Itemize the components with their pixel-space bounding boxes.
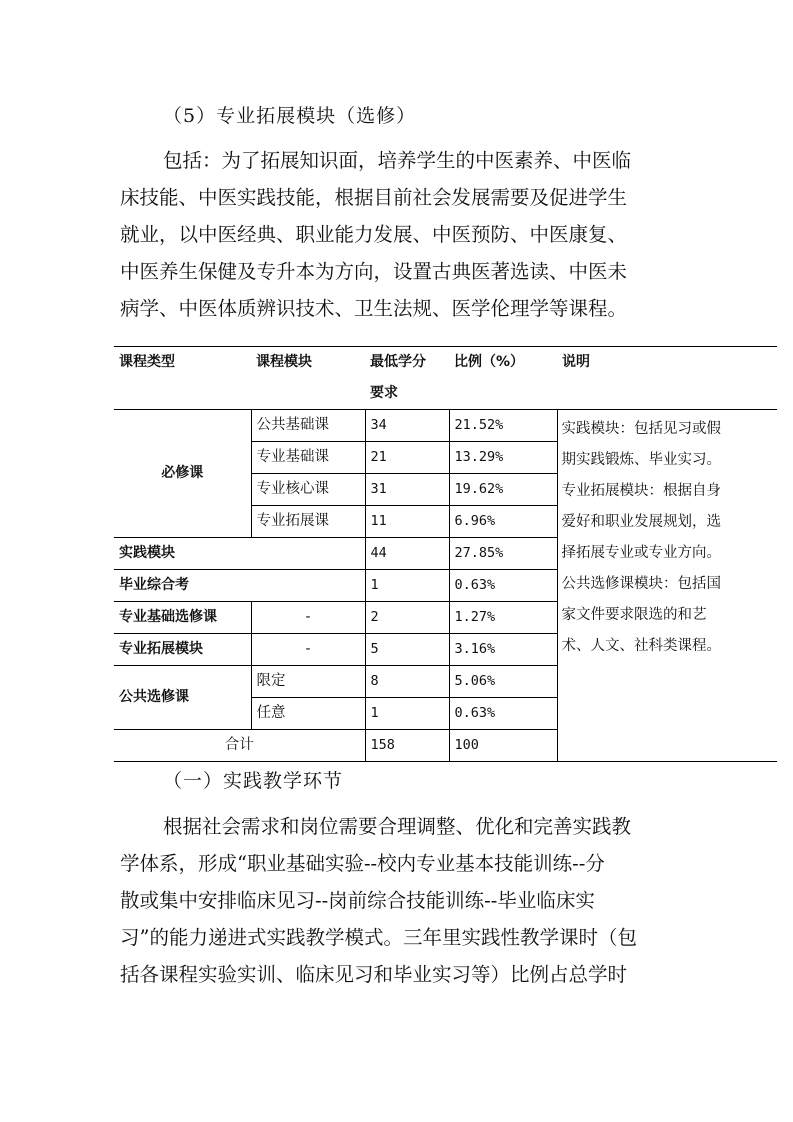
basic-elective-label: 专业基础选修课 bbox=[114, 602, 251, 634]
module-cell: 专业拓展课 bbox=[251, 506, 365, 538]
practice-teaching-heading: （一）实践教学环节 bbox=[163, 770, 344, 792]
note-line: 实践模块：包括见习或假 bbox=[561, 421, 721, 437]
ratio-cell: 3.16% bbox=[449, 634, 557, 666]
intro-line: 包括：为了拓展知识面，培养学生的中医素养、中医临 bbox=[163, 149, 632, 172]
header-min-credit-line1: 最低学分 bbox=[370, 354, 426, 370]
intro-line: 就业，以中医经典、职业能力发展、中医预防、中医康复、 bbox=[120, 223, 628, 246]
public-elective-label: 公共选修课 bbox=[114, 666, 251, 730]
note-line: 期实践锻炼、毕业实习。 bbox=[561, 452, 721, 468]
note-line: 公共选修课模块：包括国 bbox=[561, 576, 721, 592]
note-cell bbox=[557, 410, 777, 762]
credit-cell: 1 bbox=[365, 570, 449, 602]
credit-cell: 2 bbox=[365, 602, 449, 634]
module-cell: 专业核心课 bbox=[251, 474, 365, 506]
total-credit: 158 bbox=[365, 730, 449, 762]
section-heading-5: （5）专业拓展模块（选修） bbox=[163, 105, 417, 127]
practice-line: 括各课程实验实训、临床见习和毕业实习等）比例占总学时 bbox=[120, 963, 628, 986]
module-cell: - bbox=[251, 602, 365, 634]
intro-line: 中医养生保健及专升本为方向，设置古典医著选读、中医未 bbox=[120, 260, 628, 283]
credit-cell: 44 bbox=[365, 538, 449, 570]
total-label: 合计 bbox=[114, 730, 365, 762]
total-ratio: 100 bbox=[449, 730, 557, 762]
header-module: 课程模块 bbox=[251, 347, 365, 410]
credit-cell: 34 bbox=[365, 410, 449, 442]
ratio-cell: 0.63% bbox=[449, 570, 557, 602]
credit-cell: 5 bbox=[365, 634, 449, 666]
module-cell: 公共基础课 bbox=[251, 410, 365, 442]
practice-paragraph bbox=[120, 808, 680, 993]
module-cell: 任意 bbox=[251, 698, 365, 730]
intro-line: 病学、中医体质辨识技术、卫生法规、医学伦理学等课程。 bbox=[120, 297, 628, 320]
credit-cell: 1 bbox=[365, 698, 449, 730]
module-cell: 限定 bbox=[251, 666, 365, 698]
practice-module-label: 实践模块 bbox=[114, 538, 365, 570]
header-ratio: 比例（%） bbox=[449, 347, 557, 410]
ratio-cell: 19.62% bbox=[449, 474, 557, 506]
note-line: 择拓展专业或专业方向。 bbox=[561, 545, 721, 561]
intro-line: 床技能、中医实践技能，根据目前社会发展需要及促进学生 bbox=[120, 186, 628, 209]
required-course-label: 必修课 bbox=[114, 410, 251, 538]
practice-line: 学体系，形成“职业基础实验--校内专业基本技能训练--分 bbox=[120, 852, 605, 875]
ratio-cell: 21.52% bbox=[449, 410, 557, 442]
ratio-cell: 13.29% bbox=[449, 442, 557, 474]
note-line: 家文件要求限选的和艺 bbox=[561, 607, 707, 623]
note-line: 爱好和职业发展规划，选 bbox=[561, 514, 721, 530]
graduation-exam-label: 毕业综合考 bbox=[114, 570, 365, 602]
practice-line: 习”的能力递进式实践教学模式。三年里实践性教学课时（包 bbox=[120, 926, 637, 949]
module-cell: - bbox=[251, 634, 365, 666]
note-line: 专业拓展模块：根据自身 bbox=[561, 483, 721, 499]
ratio-cell: 1.27% bbox=[449, 602, 557, 634]
header-min-credit bbox=[365, 347, 449, 410]
ext-module-label: 专业拓展模块 bbox=[114, 634, 251, 666]
intro-paragraph bbox=[120, 142, 680, 327]
practice-line: 散或集中安排临床见习--岗前综合技能训练--毕业临床实 bbox=[120, 889, 595, 912]
ratio-cell: 27.85% bbox=[449, 538, 557, 570]
note-line: 术、人文、社科类课程。 bbox=[561, 638, 721, 654]
course-credit-table bbox=[114, 346, 777, 762]
module-cell: 专业基础课 bbox=[251, 442, 365, 474]
header-note: 说明 bbox=[557, 347, 777, 410]
table-row bbox=[114, 410, 777, 442]
practice-line: 根据社会需求和岗位需要合理调整、优化和完善实践教 bbox=[163, 815, 632, 838]
credit-cell: 11 bbox=[365, 506, 449, 538]
header-type: 课程类型 bbox=[114, 347, 251, 410]
ratio-cell: 5.06% bbox=[449, 666, 557, 698]
header-min-credit-line2: 要求 bbox=[370, 385, 398, 401]
credit-cell: 21 bbox=[365, 442, 449, 474]
ratio-cell: 0.63% bbox=[449, 698, 557, 730]
ratio-cell: 6.96% bbox=[449, 506, 557, 538]
credit-cell: 31 bbox=[365, 474, 449, 506]
credit-cell: 8 bbox=[365, 666, 449, 698]
